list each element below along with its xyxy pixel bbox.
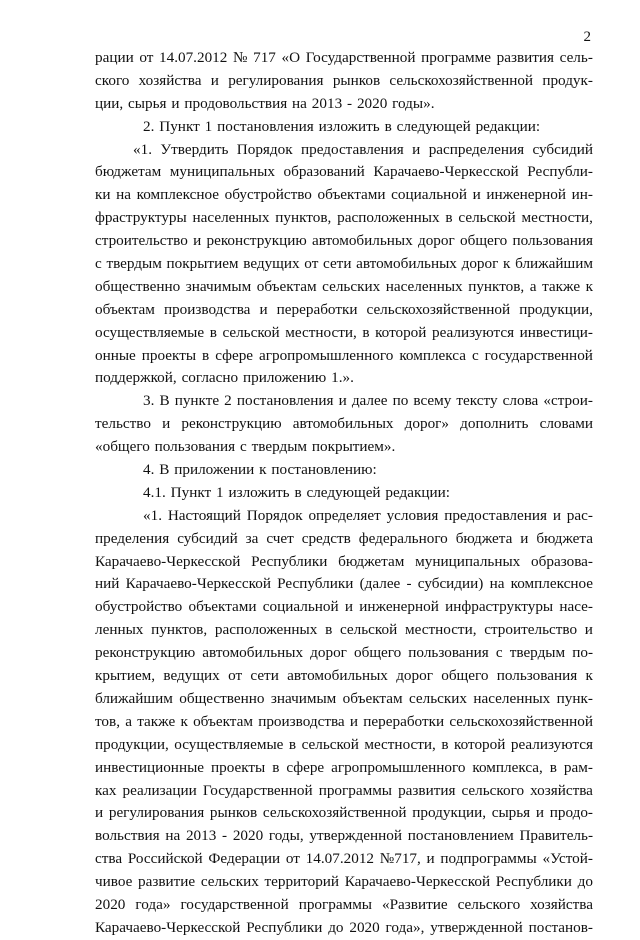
- text-line: 2. Пункт 1 постановления изложить в следующей редакции:: [143, 117, 541, 135]
- text-line: рации от 14.07.2012 № 717 «О Государственной программе развития сель-: [95, 49, 593, 66]
- text-line: строительство и реконструкцию автомобильных дорог общего пользования: [95, 232, 593, 250]
- text-line: с твердым покрытием ведущих от сети автомобильных дорог к ближайшим: [95, 255, 593, 273]
- text-line: «1. Настоящий Порядок определяет условия предоставления и рас-: [143, 506, 593, 524]
- text-line: онные проекты в сфере агропромышленного комплекса с государственной: [95, 346, 593, 364]
- text-line: ки на комплексное обустройство объектами социальной и инженерной ин-: [95, 186, 593, 204]
- text-line: обустройство объектами социальной и инженерной инфраструктуры насе-: [95, 598, 593, 616]
- text-line: тов, а также к объектам производства и переработки сельскохозяйственной: [95, 712, 593, 730]
- text-line: ленных пунктов, расположенных в сельской местности, строительство и: [95, 621, 593, 639]
- page-number: 2: [583, 29, 591, 45]
- text-line: 2020 года» государственной программы «Развитие сельского хозяйства: [95, 895, 593, 913]
- text-line: фраструктуры населенных пунктов, расположенных в сельской местности,: [95, 209, 593, 227]
- text-line: 4.1. Пункт 1 изложить в следующей редакции:: [143, 483, 451, 501]
- text-line: ского хозяйства и регулирования рынков сельскохозяйственной продук-: [95, 71, 593, 89]
- text-line: пределения субсидий за счет средств федерального бюджета и бюджета: [95, 529, 593, 547]
- text-line: тельство и реконструкцию автомобильных дорог» дополнить словами: [95, 415, 593, 433]
- text-line: Карачаево-Черкесской Республики бюджетам муниципальных образова-: [95, 552, 593, 570]
- text-line: ках реализации Государственной программы развития сельского хозяйства: [95, 781, 593, 799]
- text-line: инвестиционные проекты в сфере агропромышленного комплекса, в рам-: [95, 758, 593, 776]
- text-line: вольствия на 2013 - 2020 годы, утвержденной постановлением Правитель-: [95, 827, 593, 845]
- text-line: ний Карачаево-Черкесской Республики (далее - субсидии) на комплексное: [95, 575, 593, 593]
- text-line: чивое развитие сельских территорий Карачаево-Черкесской Республики до: [95, 873, 593, 891]
- text-line: крытием, ведущих от сети автомобильных дорог общего пользования к: [95, 667, 593, 685]
- text-line: осуществляемые в сельской местности, в которой реализуются инвестици-: [95, 323, 593, 341]
- text-line: общественно значимым объектам сельских населенных пунктов, а также к: [95, 277, 593, 295]
- document-body-text: [95, 47, 593, 940]
- text-line: «общего пользования с твердым покрытием».: [95, 438, 396, 456]
- text-line: ства Российской Федерации от 14.07.2012 №717, и подпрограммы «Устой-: [95, 850, 593, 868]
- text-line: бюджетам муниципальных образований Карачаево-Черкесской Республи-: [95, 163, 593, 181]
- text-line: 4. В приложении к постановлению:: [143, 461, 377, 479]
- text-line: реконструкцию автомобильных дорог общего пользования с твердым по-: [95, 644, 593, 662]
- text-line: продукции, осуществляемые в сельской местности, в которой реализуются: [95, 735, 593, 753]
- text-line: 3. В пункте 2 постановления и далее по всему тексту слова «строи-: [143, 392, 593, 410]
- text-line: «1. Утвердить Порядок предоставления и распределения субсидий: [133, 140, 593, 158]
- text-line: объектам производства и переработки сельскохозяйственной продукции,: [95, 300, 593, 318]
- text-line: ближайшим общественно значимым объектам сельских населенных пунк-: [95, 689, 593, 707]
- text-line: и регулирования рынков сельскохозяйственной продукции, сырья и продо-: [95, 804, 593, 822]
- text-line: поддержкой, согласно приложению 1.».: [95, 369, 354, 387]
- text-line: Карачаево-Черкесской Республики до 2020 года», утвержденной постанов-: [95, 918, 593, 936]
- text-line: ции, сырья и продовольствия на 2013 - 2020 годы».: [95, 94, 435, 112]
